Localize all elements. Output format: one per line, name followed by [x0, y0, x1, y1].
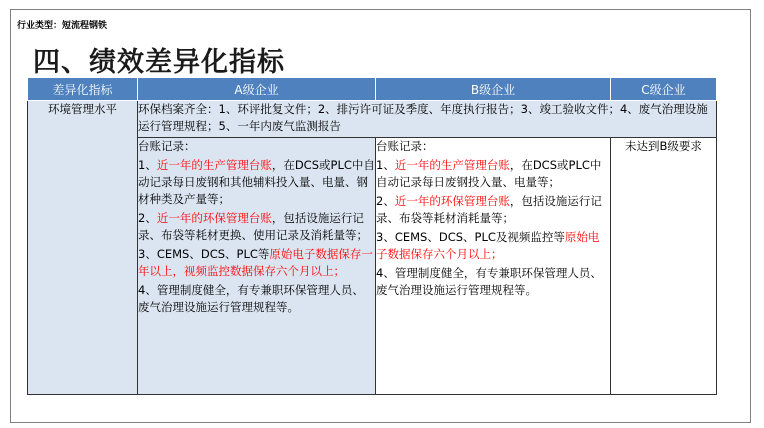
indicator-table [27, 77, 717, 395]
c-level-cell: 未达到B级要求 [611, 138, 717, 395]
a-level-cell [138, 138, 376, 395]
page-title: 四、绩效差异化指标 [33, 47, 285, 78]
col-header-indicator: 差异化指标 [28, 78, 138, 101]
row-label: 环境管理水平 [28, 101, 138, 395]
table-header-row [28, 78, 717, 101]
b-level-cell [376, 138, 611, 395]
industry-type: 行业类型：短流程钢铁 [17, 21, 108, 31]
col-header-c: C级企业 [611, 78, 717, 101]
archives-cell: 环保档案齐全：1、环评批复文件；2、排污许可证及季度、年度执行报告；3、竣工验收文件；4、废气治理设施运行管理规程；5、一年内废气监测报告 [138, 101, 717, 138]
b-item-2: 2、近一年的环保管理台账，包括设施运行记录、布袋等耗材消耗量等； [376, 194, 602, 225]
a-item-2: 2、近一年的环保管理台账，包括设施运行记录、布袋等耗材更换、使用记录及消耗量等； [138, 211, 368, 242]
b-item-4: 4、管理制度健全，有专兼职环保管理人员、废气治理设施运行管理规程等。 [376, 266, 602, 297]
b-item-3: 3、CEMS、DCS、PLC及视频监控等原始电子数据保存六个月以上； [376, 230, 600, 261]
a-item-4: 4、管理制度健全，有专兼职环保管理人员、废气治理设施运行管理规程等。 [138, 283, 364, 314]
b-heading: 台账记录： [376, 139, 434, 153]
col-header-a: A级企业 [138, 78, 376, 101]
b-item-1: 1、近一年的生产管理台账，在DCS或PLC中自动记录每日废钢投入量、电量等； [376, 158, 602, 189]
table-row-archives [28, 101, 717, 138]
a-item-3: 3、CEMS、DCS、PLC等原始电子数据保存一年以上，视频监控数据保存六个月以上； [138, 247, 373, 278]
a-item-1: 1、近一年的生产管理台账，在DCS或PLC中自动记录每日废钢和其他辅料投入量、电量、钢材种类及产量等； [138, 158, 375, 206]
col-header-b: B级企业 [376, 78, 611, 101]
a-heading: 台账记录： [138, 139, 196, 153]
